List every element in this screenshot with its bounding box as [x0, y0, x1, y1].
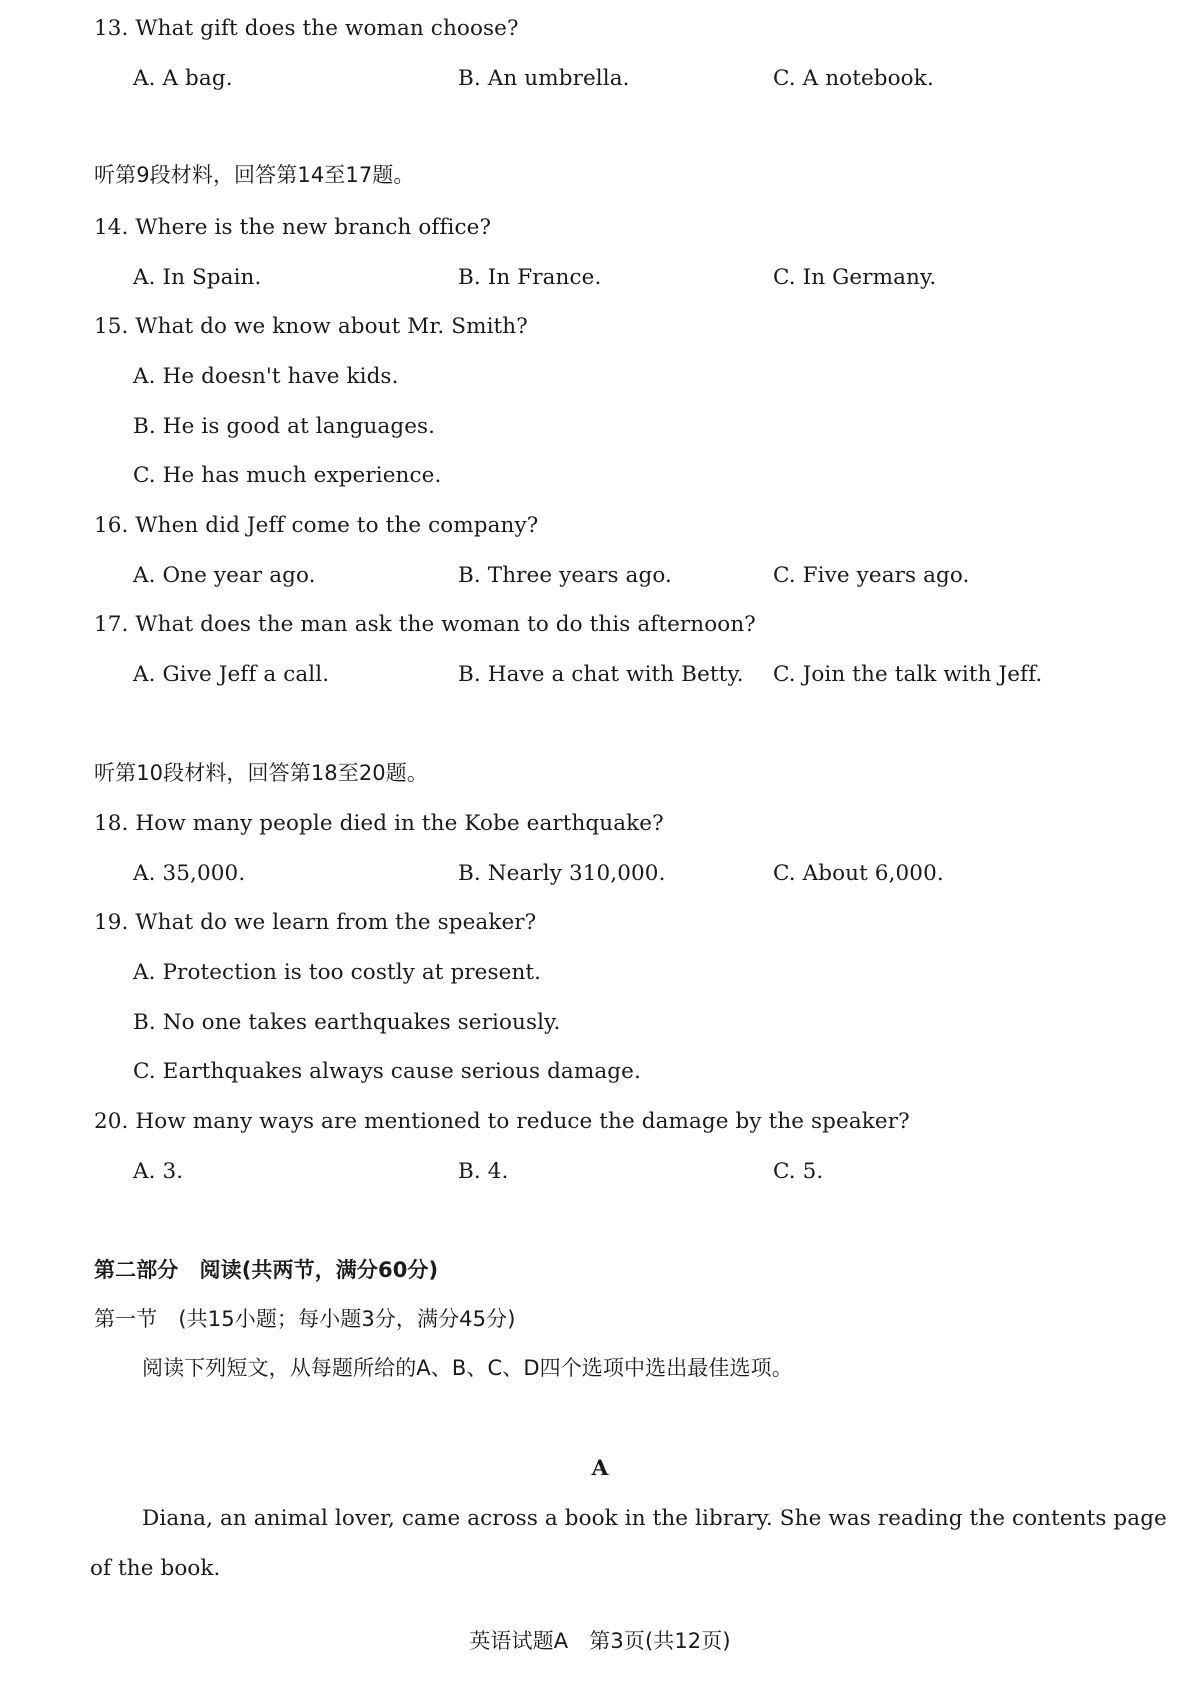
- section-9-instruction: 听第9段材料，回答第14至17题。: [94, 163, 415, 187]
- question-16: 16. When did Jeff come to the company?: [94, 513, 539, 538]
- q17-option-c: C. Join the talk with Jeff.: [773, 662, 1043, 687]
- q19-option-a: A. Protection is too costly at present.: [133, 960, 542, 985]
- q16-option-a: A. One year ago.: [133, 563, 316, 588]
- q17-option-a: A. Give Jeff a call.: [133, 662, 330, 687]
- q15-option-a: A. He doesn't have kids.: [133, 364, 399, 389]
- q16-option-c: C. Five years ago.: [773, 563, 970, 588]
- question-15: 15. What do we know about Mr. Smith?: [94, 314, 528, 339]
- page-footer: 英语试题A 第3页(共12页): [469, 1629, 731, 1653]
- q18-option-c: C. About 6,000.: [773, 861, 944, 886]
- reading-instruction: 阅读下列短文，从每题所给的A、B、C、D四个选项中选出最佳选项。: [142, 1356, 793, 1380]
- q13-option-a: A. A bag.: [133, 66, 233, 91]
- q14-option-a: A. In Spain.: [133, 265, 262, 290]
- q20-option-b: B. 4.: [458, 1159, 509, 1184]
- q13-option-c: C. A notebook.: [773, 66, 934, 91]
- q20-option-c: C. 5.: [773, 1159, 824, 1184]
- q15-option-b: B. He is good at languages.: [133, 414, 436, 439]
- passage-label: A: [591, 1456, 609, 1481]
- q19-option-c: C. Earthquakes always cause serious damage.: [133, 1059, 641, 1084]
- q17-option-b: B. Have a chat with Betty.: [458, 662, 744, 687]
- question-18: 18. How many people died in the Kobe earthquake?: [94, 811, 664, 836]
- q13-option-b: B. An umbrella.: [458, 66, 630, 91]
- section-10-instruction: 听第10段材料，回答第18至20题。: [94, 761, 428, 785]
- q18-option-b: B. Nearly 310,000.: [458, 861, 666, 886]
- section-1-title: 第一节 (共15小题；每小题3分，满分45分): [94, 1307, 516, 1331]
- q19-option-b: B. No one takes earthquakes seriously.: [133, 1010, 561, 1035]
- question-13: 13. What gift does the woman choose?: [94, 16, 519, 41]
- q15-option-c: C. He has much experience.: [133, 463, 442, 488]
- q16-option-b: B. Three years ago.: [458, 563, 672, 588]
- q14-option-c: C. In Germany.: [773, 265, 937, 290]
- q18-option-a: A. 35,000.: [133, 861, 246, 886]
- question-19: 19. What do we learn from the speaker?: [94, 910, 537, 935]
- q20-option-a: A. 3.: [133, 1159, 184, 1184]
- question-14: 14. Where is the new branch office?: [94, 215, 492, 240]
- question-20: 20. How many ways are mentioned to reduce the damage by the speaker?: [94, 1109, 910, 1134]
- part-2-title: 第二部分 阅读(共两节，满分60分): [94, 1258, 439, 1282]
- passage-line-1: Diana, an animal lover, came across a book in the library. She was reading the contents page: [142, 1506, 1167, 1531]
- question-17: 17. What does the man ask the woman to do this afternoon?: [94, 612, 756, 637]
- passage-line-2: of the book.: [90, 1556, 221, 1581]
- q14-option-b: B. In France.: [458, 265, 602, 290]
